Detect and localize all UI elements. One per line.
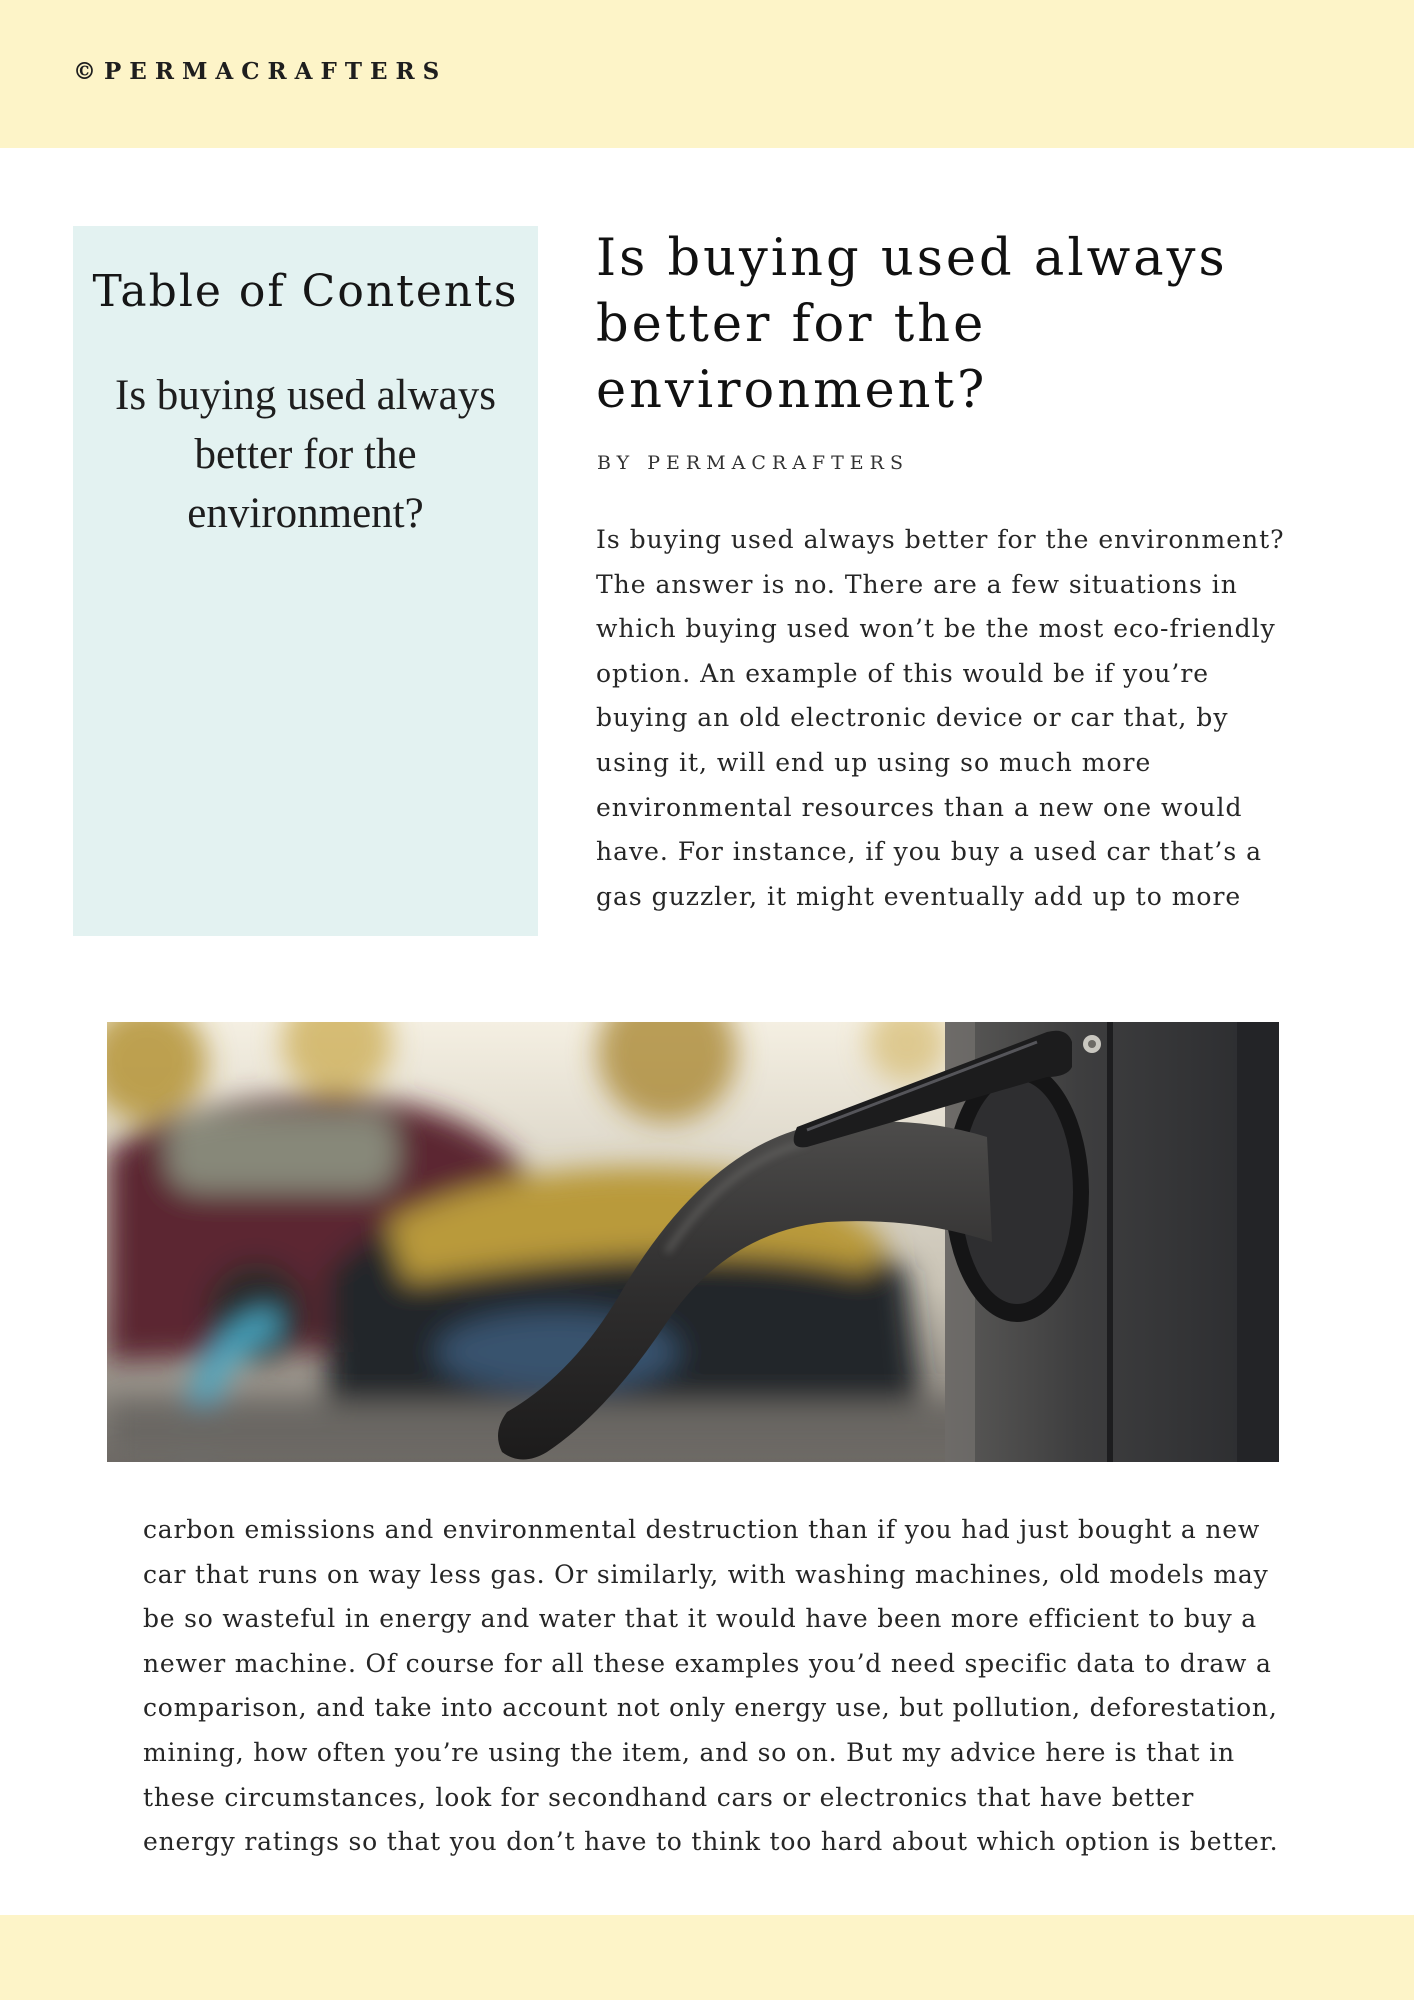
footer-band: [0, 1915, 1414, 2000]
article-paragraph-bottom: carbon emissions and environmental destruction than if you had just bought a new car that runs on way less gas. Or similarly, with washing machines, old models may be so wasteful in energy and water that it would have been more efficient to buy a newer machine. Of course for all these examples you’d need specific data to draw a comparison, and take into account not only energy use, but pollution, deforestation, mining, how often you’re using the item, and so on. But my advice here is that in these circumstances, look for secondhand cars or electronics that have better energy ratings so that you don’t have to think too hard about which option is better.: [143, 1515, 1279, 1857]
article-byline: BY PERMACRAFTERS: [597, 452, 909, 474]
ev-charger-photo: [107, 1022, 1279, 1462]
toc-title: Table of Contents: [92, 266, 519, 317]
toc-item-buying-used[interactable]: Is buying used always better for the environment?: [115, 372, 496, 537]
article-paragraph-top: Is buying used always better for the environment? The answer is no. There are a few situations in which buying used won’t be the most eco-friendly option. An example of this would be if you’re buying an old electronic device or car that, by using it, will end up using so much more environmental resources than a new one would have. For instance, if you buy a used car that’s a gas guzzler, it might eventually add up to more: [596, 525, 1285, 911]
header-band: [0, 0, 1414, 148]
table-of-contents: [73, 226, 538, 936]
brand-name: ©PERMACRAFTERS: [73, 58, 448, 85]
article-title: Is buying used always better for the environment?: [596, 229, 1228, 420]
